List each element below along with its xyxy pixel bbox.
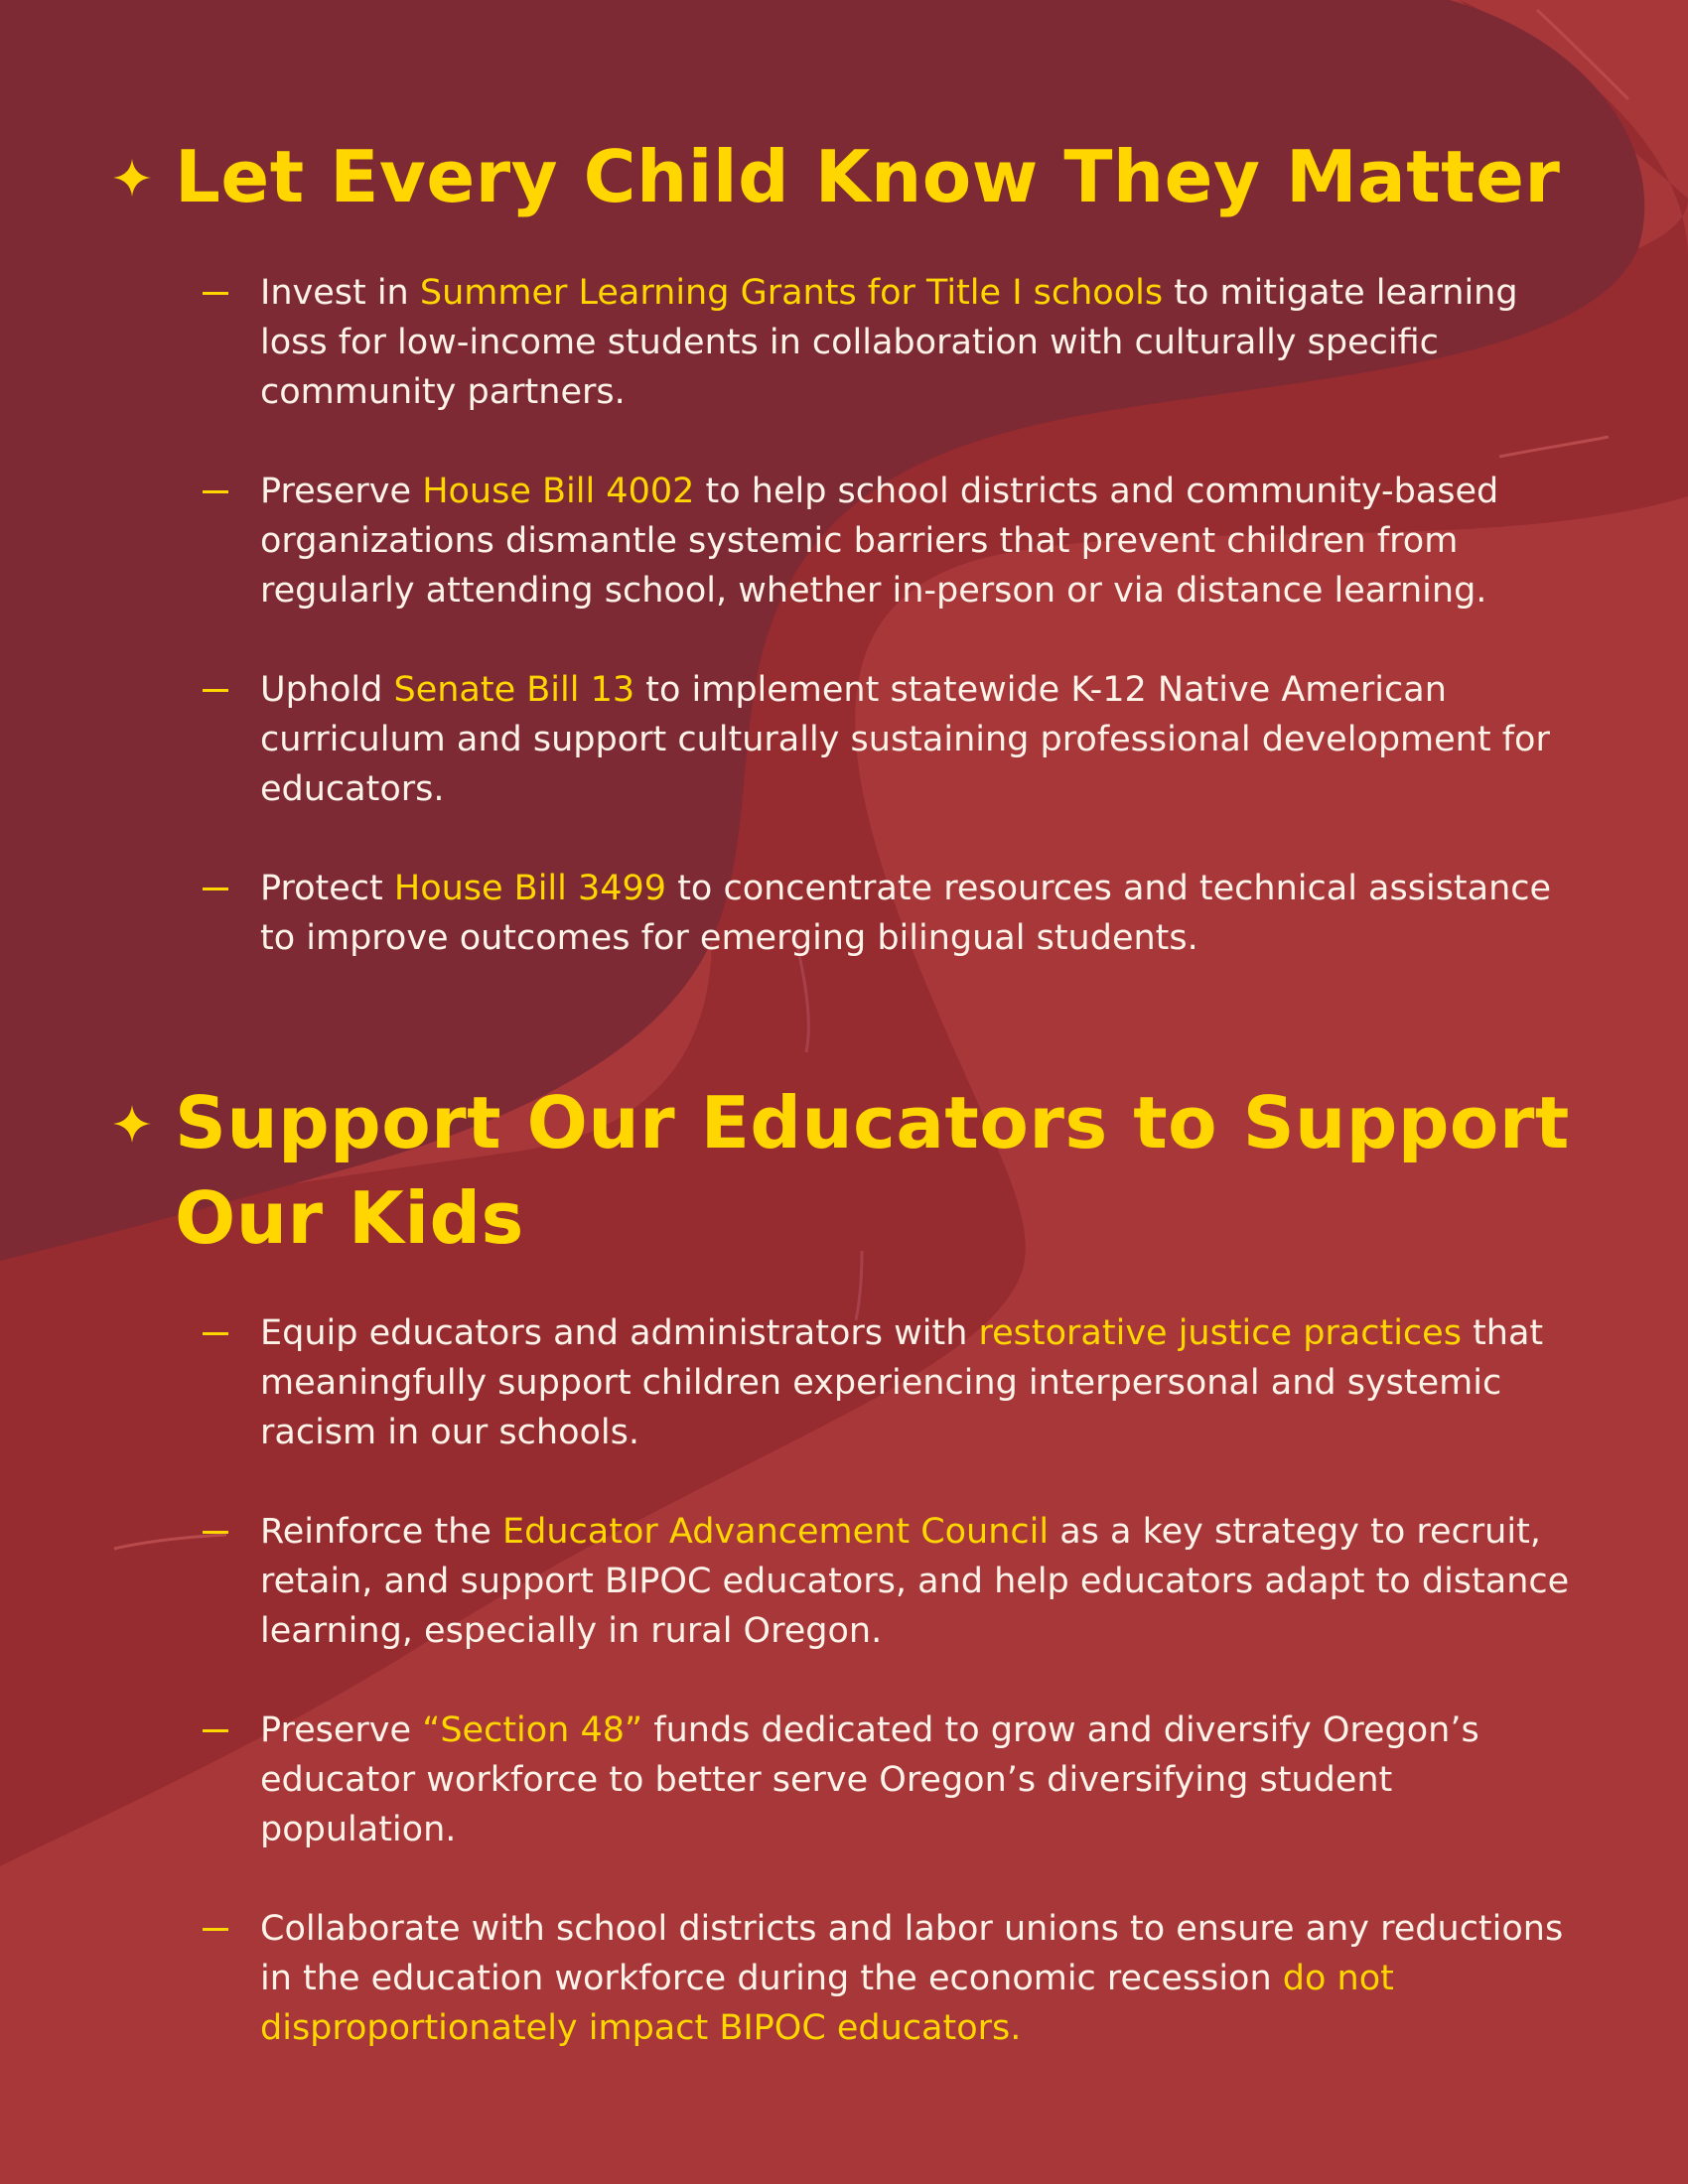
dash-icon — [203, 689, 228, 692]
section-heading-support-educators — [111, 1075, 1585, 1266]
policy-list-support-educators — [203, 1308, 1573, 2103]
sparkle-icon — [111, 1103, 153, 1145]
list-item: Equip educators and administrators with restorative justice practices that meaningfully support children experiencing interpersonal and systemic racism in our schools. — [203, 1308, 1573, 1457]
dash-icon — [203, 292, 228, 295]
dash-icon — [203, 1531, 228, 1534]
sparkle-icon — [111, 157, 153, 199]
dash-icon — [203, 1928, 228, 1931]
highlight-text: do not disproportionately impact BIPOC educators. — [260, 1959, 1394, 2048]
list-item: Protect House Bill 3499 to concentrate resources and technical assistance to improve outcomes for emerging bilingual students. — [203, 864, 1573, 963]
list-item: Preserve “Section 48” funds dedicated to grow and diversify Oregon’s educator workforce to better serve Oregon’s diversifying student population. — [203, 1706, 1573, 1854]
section-title: Support Our Educators to Support Our Kids — [175, 1081, 1570, 1260]
policy-list-child-matters — [203, 268, 1573, 1013]
section-heading-child-matters — [111, 129, 1585, 224]
highlight-text: House Bill 4002 — [422, 472, 695, 511]
highlight-text: Summer Learning Grants for Title I schools — [419, 273, 1164, 313]
highlight-text: House Bill 3499 — [393, 869, 667, 908]
dash-icon — [203, 1332, 228, 1335]
list-item: Collaborate with school districts and labor unions to ensure any reductions in the education workforce during the economic recession do not disproportionately impact BIPOC educators. — [203, 1904, 1573, 2053]
highlight-text: Educator Advancement Council — [502, 1512, 1050, 1552]
highlight-text: restorative justice practices — [978, 1313, 1462, 1353]
list-item: Uphold Senate Bill 13 to implement statewide K-12 Native American curriculum and support culturally sustaining professional development for educators. — [203, 665, 1573, 814]
section-title: Let Every Child Know They Matter — [175, 135, 1561, 218]
dash-icon — [203, 1729, 228, 1732]
list-item: Invest in Summer Learning Grants for Title I schools to mitigate learning loss for low-income students in collaboration with culturally specific community partners. — [203, 268, 1573, 417]
dash-icon — [203, 490, 228, 493]
highlight-text: “Section 48” — [422, 1710, 643, 1750]
list-item: Preserve House Bill 4002 to help school districts and community-based organizations dismantle systemic barriers that prevent children from regularly attending school, whether in-person or via distance learning. — [203, 467, 1573, 615]
list-item: Reinforce the Educator Advancement Council as a key strategy to recruit, retain, and support BIPOC educators, and help educators adapt to distance learning, especially in rural Oregon. — [203, 1507, 1573, 1656]
highlight-text: Senate Bill 13 — [393, 670, 635, 710]
dash-icon — [203, 887, 228, 890]
